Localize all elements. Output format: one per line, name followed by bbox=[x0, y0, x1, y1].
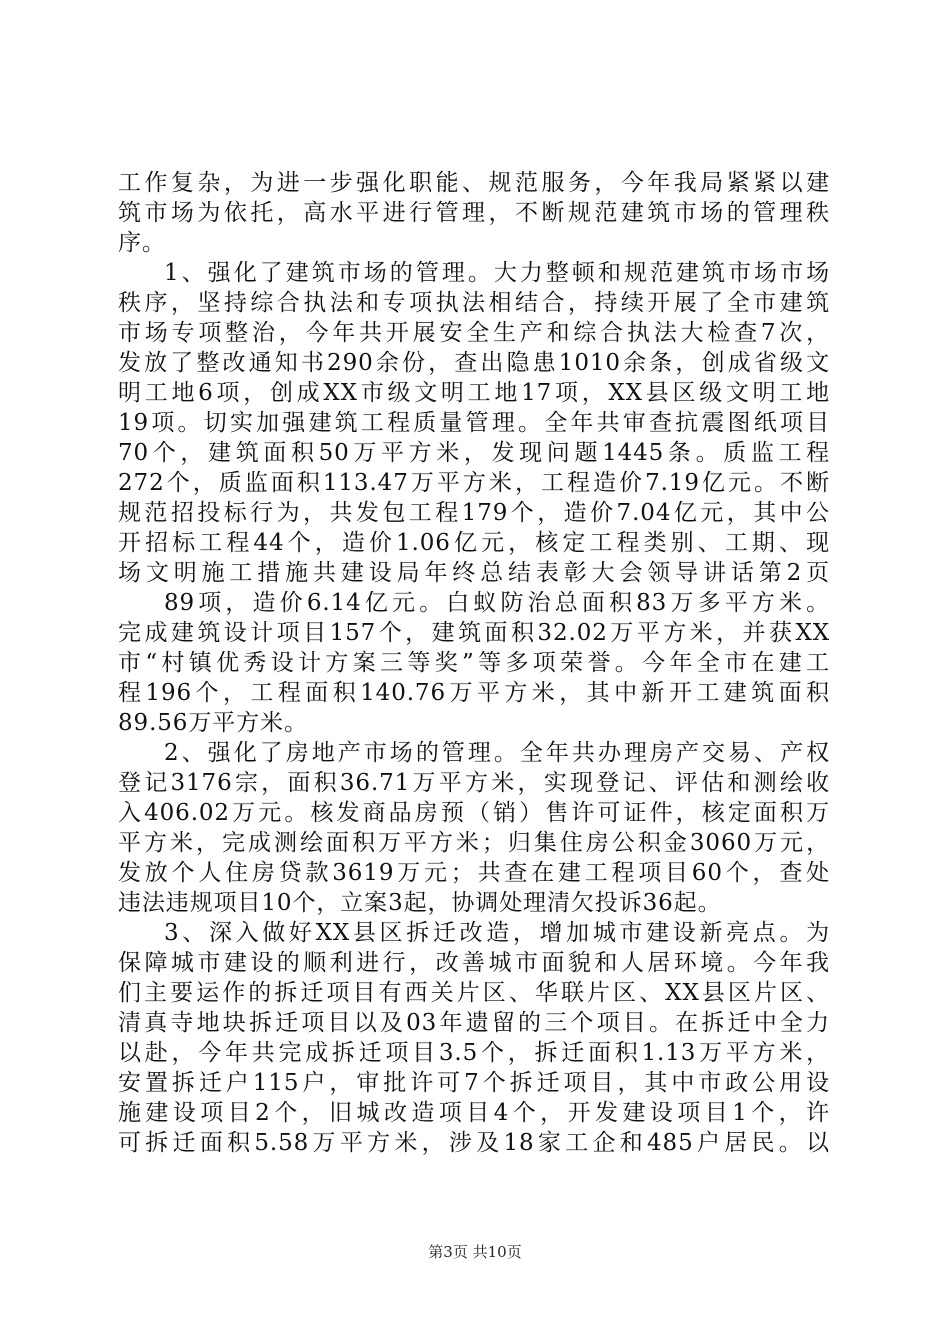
text-line: 序。 bbox=[118, 230, 166, 256]
text-line: 70个，建筑面积50万平方米，发现问题1445条。质监工程 bbox=[118, 440, 830, 466]
text-line: 完成建筑设计项目157个，建筑面积32.02万平方米，并获XX bbox=[118, 620, 830, 646]
text-line: 明工地6项，创成XX市级文明工地17项，XX县区级文明工地 bbox=[118, 380, 830, 406]
text-line: 可拆迁面积5.58万平方米，涉及18家工企和485户居民。以 bbox=[118, 1130, 830, 1156]
text-line: 发放了整改通知书290余份，查出隐患1010余条，创成省级文 bbox=[118, 350, 830, 376]
text-line: 1、强化了建筑市场的管理。大力整顿和规范建筑市场市场 bbox=[164, 260, 830, 286]
text-line: 违法违规项目10个，立案3起，协调处理清欠投诉36起。 bbox=[118, 890, 722, 916]
text-line: 场文明施工措施共建设局年终总结表彰大会领导讲话第2页 bbox=[118, 560, 830, 586]
text-line: 市场专项整治，今年共开展安全生产和综合执法大检查7次， bbox=[118, 320, 830, 346]
text-line: 程196个，工程面积140.76万平方米，其中新开工建筑面积 bbox=[118, 680, 830, 706]
text-line: 安置拆迁户115户，审批许可7个拆迁项目，其中市政公用设 bbox=[118, 1070, 830, 1096]
text-line: 秩序，坚持综合执法和专项执法相结合，持续开展了全市建筑 bbox=[118, 290, 830, 316]
text-line: 入406.02万元。核发商品房预（销）售许可证件，核定面积万 bbox=[118, 800, 830, 826]
text-line: 保障城市建设的顺利进行，改善城市面貌和人居环境。今年我 bbox=[118, 950, 830, 976]
text-line: 2、强化了房地产市场的管理。全年共办理房产交易、产权 bbox=[164, 740, 830, 766]
text-line: 89项，造价6.14亿元。白蚁防治总面积83万多平方米。 bbox=[164, 590, 830, 616]
text-line: 施建设项目2个，旧城改造项目4个，开发建设项目1个，许 bbox=[118, 1100, 830, 1126]
text-line: 开招标工程44个，造价1.06亿元，核定工程类别、工期、现 bbox=[118, 530, 830, 556]
text-line: 以赴，今年共完成拆迁项目3.5个，拆迁面积1.13万平方米， bbox=[118, 1040, 830, 1066]
document-body bbox=[118, 168, 830, 1158]
text-line: 市“村镇优秀设计方案三等奖”等多项荣誉。今年全市在建工 bbox=[118, 650, 830, 676]
text-line: 272个，质监面积113.47万平方米，工程造价7.19亿元。不断 bbox=[118, 470, 830, 496]
text-line: 清真寺地块拆迁项目以及03年遗留的三个项目。在拆迁中全力 bbox=[118, 1010, 830, 1036]
text-line: 筑市场为依托，高水平进行管理，不断规范建筑市场的管理秩 bbox=[118, 200, 830, 226]
text-line: 发放个人住房贷款3619万元；共查在建工程项目60个，查处 bbox=[118, 860, 830, 886]
text-line: 平方米，完成测绘面积万平方米；归集住房公积金3060万元， bbox=[118, 830, 830, 856]
text-line: 工作复杂，为进一步强化职能、规范服务，今年我局紧紧以建 bbox=[118, 170, 830, 196]
page-footer: 第3页 共10页 bbox=[428, 1243, 522, 1261]
text-line: 89.56万平方米。 bbox=[118, 710, 308, 736]
text-line: 19项。切实加强建筑工程质量管理。全年共审查抗震图纸项目 bbox=[118, 410, 830, 436]
text-line: 们主要运作的拆迁项目有西关片区、华联片区、XX县区片区、 bbox=[118, 980, 830, 1006]
text-line: 登记3176宗，面积36.71万平方米，实现登记、评估和测绘收 bbox=[118, 770, 830, 796]
text-line: 规范招投标行为，共发包工程179个，造价7.04亿元，其中公 bbox=[118, 500, 830, 526]
text-line: 3、深入做好XX县区拆迁改造，增加城市建设新亮点。为 bbox=[164, 920, 830, 946]
